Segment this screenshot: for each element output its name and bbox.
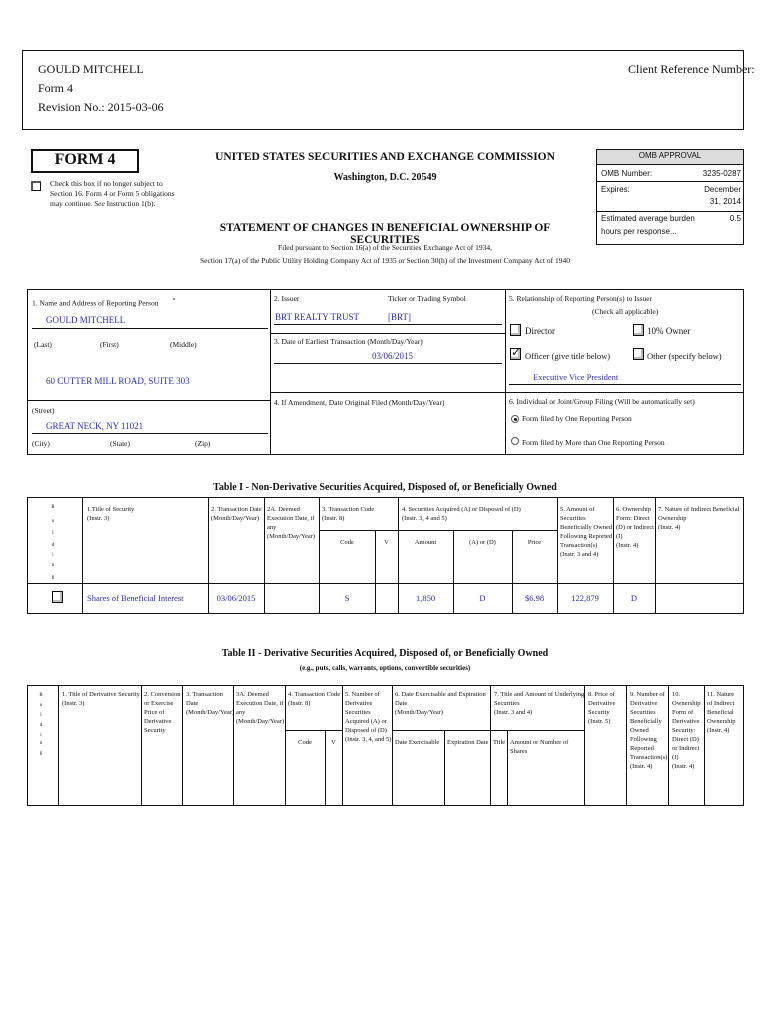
filed-pursuant-1: Filed pursuant to Section 16(a) of the Securities Exchange Act of 1934,	[277, 243, 493, 252]
checkbox-note-line-3: may continue. See Instruction 1(b).	[50, 199, 156, 208]
other-label: Other (specify below)	[647, 351, 722, 361]
director-label: Director	[525, 326, 555, 336]
t2-col7-header: 7. Title and Amount of Underlying Securities (Instr. 3 and 4)	[494, 691, 585, 716]
form-title: FORM 4	[54, 151, 116, 168]
t1-row-aord: D	[479, 593, 486, 603]
t1-row-amount: 1,850	[415, 593, 436, 603]
ten-percent-label: 10% Owner	[647, 326, 691, 336]
t2-col8-header: 8. Price of Derivative Security (Instr. 5)	[588, 691, 616, 725]
city-value: GREAT NECK, NY 11021	[46, 421, 144, 431]
t2-vline	[342, 685, 343, 806]
officer-title: Executive Vice President	[533, 372, 619, 382]
t2-col4-code: Code	[298, 739, 312, 746]
info-hline-1	[270, 333, 505, 334]
t1-row-code: S	[344, 593, 350, 603]
earliest-date-value: 03/06/2015	[372, 351, 414, 361]
omb-divider-2	[597, 211, 743, 212]
t2-col4-header: 4. Transaction Code (Instr. 8)	[288, 691, 341, 707]
statement-title: STATEMENT OF CHANGES IN BENEFICIAL OWNERSHIP OF SECURITIES	[219, 222, 551, 246]
omb-expires-value-1: December	[704, 185, 741, 194]
header-revision: Revision No.: 2015-03-06	[38, 100, 164, 114]
t2-vline	[58, 685, 59, 806]
t1-col4-amount: Amount	[414, 539, 437, 546]
relationship-label: 5. Relationship of Reporting Person(s) to Issuer	[509, 294, 653, 303]
t2-vline	[444, 730, 445, 806]
table1-header-bottom	[27, 583, 744, 584]
street-label: (Street)	[32, 406, 55, 415]
info-divider-2	[505, 289, 506, 455]
middle-label: (Middle)	[170, 340, 197, 349]
t1-row-price: $6.98	[524, 593, 545, 603]
t1-col3-v: V	[384, 539, 389, 546]
issuer-ticker: [BRT]	[388, 312, 411, 322]
commission-city: Washington, D.C. 20549	[333, 172, 437, 183]
checkbox-note	[50, 179, 210, 209]
t1-col7-header: 7. Nature of Indirect Beneficial Ownership (Instr. 4)	[658, 506, 740, 531]
reporting-person-name: GOULD MITCHELL	[46, 315, 126, 325]
filing-label: 6. Individual or Joint/Group Filing (Will be automatically set)	[509, 397, 695, 406]
t2-subline	[392, 730, 584, 731]
t2-vline	[626, 685, 627, 806]
info-divider-1	[270, 289, 271, 455]
t2-vline	[507, 730, 508, 806]
info-hline-3	[27, 400, 270, 401]
t2-subline	[285, 730, 342, 731]
t1-row-owned: 122,879	[571, 593, 599, 603]
t2-col1-header: 1. Title of Derivative Security (Instr. 3)	[62, 691, 140, 707]
last-label: (Last)	[34, 340, 52, 349]
checkbox-note-line-1: Check this box if no longer subject to	[50, 179, 163, 188]
director-checkbox[interactable]	[510, 324, 521, 336]
table2-subtitle: (e.g., puts, calls, warrants, options, convertible securities)	[299, 664, 471, 672]
earliest-date-label: 3. Date of Earliest Transaction (Month/Day/Year)	[274, 337, 423, 346]
officer-check-mark: ✓	[511, 345, 522, 359]
t1-row-title: Shares of Beneficial Interest	[87, 593, 184, 603]
header-name: GOULD MITCHELL	[38, 62, 144, 76]
client-reference-label: Client Reference Number:	[628, 62, 755, 76]
omb-burden-label-1: Estimated average burden	[601, 214, 695, 223]
t2-col7-title: Title	[493, 739, 506, 746]
filed-pursuant-2: Section 17(a) of the Public Utility Holding Company Act of 1935 or Section 30(h) of the Investment Company Act of 1940	[200, 256, 570, 265]
omb-burden-label-2: hours per response...	[601, 227, 677, 236]
t2-vline	[141, 685, 142, 806]
issuer-label: 2. Issuer	[274, 294, 300, 303]
t1-vline	[82, 497, 83, 614]
t1-col3-code: Code	[340, 539, 354, 546]
t2-col11-header: 11. Nature of Indirect Beneficial Ownership (Instr. 4)	[707, 691, 736, 734]
t2-col3a-header: 3A. Deemed Execution Date, if any (Month/Day/Year)	[236, 691, 285, 725]
omb-divider-1	[597, 181, 743, 182]
t1-row-form: D	[630, 593, 638, 603]
t1-col6-header: 6. Ownership Form: Direct (D) or Indirect (I) (Instr. 4)	[616, 506, 654, 549]
t2-vline	[490, 685, 491, 806]
t2-col5-header: 5. Number of Derivative Securities Acquired (A) or Disposed of (D) (Instr. 3, 4, and 5)	[345, 691, 392, 743]
filing-more-label: Form filed by More than One Reporting Person	[522, 438, 665, 447]
table1-title: Table I - Non-Derivative Securities Acquired, Disposed of, or Beneficially Owned	[213, 482, 557, 493]
omb-title: OMB APPROVAL	[638, 151, 702, 160]
officer-title-underline	[509, 384, 741, 385]
t2-vline	[704, 685, 705, 806]
t2-col2-header: 2. Conversion or Exercise Price of Derivative Security	[144, 691, 181, 734]
officer-label: Officer (give title below)	[525, 351, 611, 361]
t2-col6-exercisable: Date Exercisable	[395, 739, 440, 746]
other-checkbox[interactable]	[633, 348, 644, 360]
no-longer-subject-checkbox[interactable]	[31, 181, 41, 191]
ten-percent-checkbox[interactable]	[633, 324, 644, 336]
city-label: (City)	[32, 439, 50, 448]
omb-number-label: OMB Number:	[601, 169, 653, 178]
issuer-underline	[274, 324, 502, 325]
zip-label: (Zip)	[195, 439, 211, 448]
t1-col5-header: 5. Amount of Securities Beneficially Owned Following Reported Transaction(s) (Instr. 3 and 4)	[560, 506, 613, 558]
reporting-person-label: 1. Name and Address of Reporting Person *	[32, 298, 176, 308]
t1-col4-price: Price	[527, 539, 542, 546]
info-hline-2	[270, 392, 744, 393]
filing-one-radio[interactable]	[511, 415, 519, 423]
t1-col4-aord: (A) or (D)	[469, 539, 496, 546]
state-label: (State)	[110, 439, 130, 448]
t1-col3-header: 3. Transaction Code (Instr. 8)	[322, 506, 375, 522]
t2-col4-v: V	[331, 739, 336, 746]
t2-col6-header: 6. Date Exercisable and Expiration Date (Month/Day/Year)	[395, 691, 486, 716]
t2-vline	[182, 685, 183, 806]
t2-col3-header: 3. Transaction Date (Month/Day/Year)	[186, 691, 235, 716]
t1-col1-header: 1.Title of Security (Instr. 3)	[87, 506, 135, 522]
first-label: (First)	[100, 340, 119, 349]
t1-vline	[655, 497, 656, 614]
date-underline	[274, 363, 502, 364]
t1-col2-header: 2. Transaction Date (Month/Day/Year)	[211, 506, 262, 522]
t1-row-checkbox[interactable]	[52, 591, 63, 603]
t1-vline	[264, 497, 265, 614]
t2-vline	[668, 685, 669, 806]
t2-vline	[392, 685, 393, 806]
t1-col2a-header: 2A. Deemed Execution Date, if any (Month/Day/Year)	[267, 506, 316, 540]
street-value: 60 CUTTER MILL ROAD, SUITE 303	[46, 376, 190, 386]
amendment-label: 4. If Amendment, Date Original Filed (Month/Day/Year)	[274, 398, 445, 407]
relationship-sub: (Check all applicable)	[592, 307, 659, 316]
t2-col9-header: 9. Number of Derivative Securities Beneficially Owned Following Reported Transaction(s) (Instr. 4)	[630, 691, 668, 770]
t2-col7-amount: Amount or Number of Shares	[510, 739, 569, 755]
omb-expires-label: Expires:	[601, 185, 630, 194]
commission-title: UNITED STATES SECURITIES AND EXCHANGE COMMISSION	[215, 151, 555, 163]
name-underline	[32, 328, 268, 329]
filing-one-label: Form filed by One Reporting Person	[522, 414, 632, 423]
omb-expires-value-2: 31, 2014	[709, 197, 741, 206]
ticker-label: Ticker or Trading Symbol	[388, 294, 466, 303]
header-form: Form 4	[38, 81, 74, 95]
checkbox-note-line-2: Section 16. Form 4 or Form 5 obligations	[50, 189, 175, 198]
t2-col6-expiration: Expiration Date	[447, 739, 489, 746]
omb-number-value: 3235-0287	[702, 169, 741, 178]
issuer-name: BRT REALTY TRUST	[275, 312, 359, 322]
t2-col10-header: 10. Ownership Form of Derivative Security: Direct (D) or Indirect (I) (Instr. 4)	[672, 691, 701, 770]
t1-subline	[319, 530, 557, 531]
table2-title: Table II - Derivative Securities Acquired, Disposed of, or Beneficially Owned	[221, 648, 549, 659]
t1-row-date: 03/06/2015	[216, 593, 256, 603]
city-underline	[32, 433, 268, 434]
filing-more-radio[interactable]	[511, 437, 519, 445]
t1-col4-header: 4. Securities Acquired (A) or Disposed of (D) (Instr. 3, 4 and 5)	[402, 506, 521, 522]
omb-burden-value: 0.5	[729, 214, 741, 223]
